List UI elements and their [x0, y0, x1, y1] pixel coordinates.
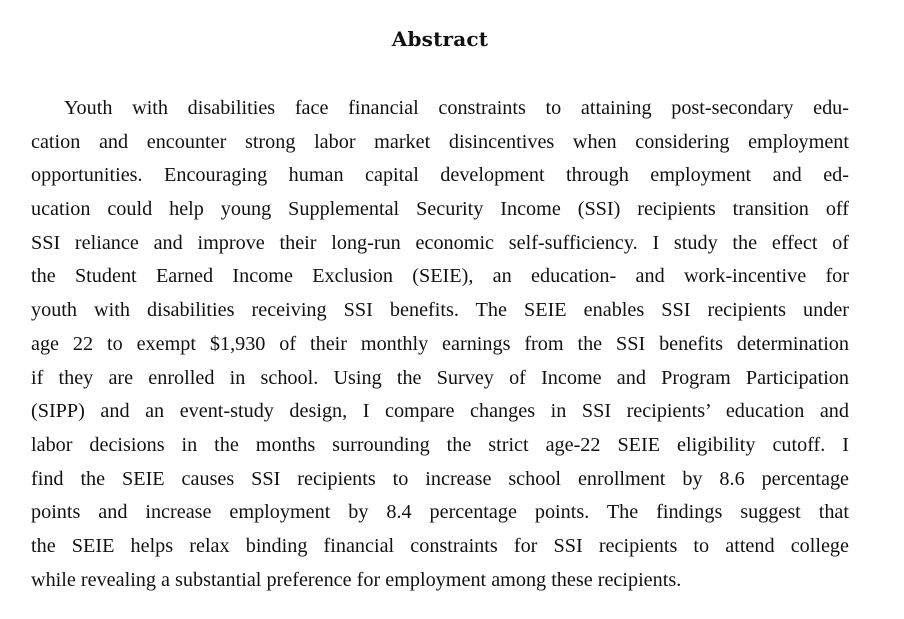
abstract-line: cation and encounter strong labor market disincentives when considering employment — [31, 130, 849, 153]
abstract-line: youth with disabilities receiving SSI benefits. The SEIE enables SSI recipients under — [31, 299, 849, 322]
abstract-line: (SIPP) and an event-study design, I compare changes in SSI recipients’ education and — [31, 400, 849, 423]
abstract-line: age 22 to exempt $1,930 of their monthly earnings from the SSI benefits determination — [31, 332, 849, 355]
abstract-line: points and increase employment by 8.4 percentage points. The findings suggest that — [31, 501, 849, 524]
abstract-line: the SEIE helps relax binding financial constraints for SSI recipients to attend college — [31, 534, 849, 557]
abstract-line: Youth with disabilities face financial constraints to attaining post-secondary edu- — [64, 97, 849, 119]
abstract-line: labor decisions in the months surrounding the strict age-22 SEIE eligibility cutoff. I — [31, 433, 849, 456]
abstract-line: the Student Earned Income Exclusion (SEIE), an education- and work-incentive for — [31, 265, 849, 288]
abstract-heading: Abstract — [391, 27, 489, 51]
abstract-line: ucation could help young Supplemental Security Income (SSI) recipients transition off — [31, 198, 849, 221]
abstract-line: find the SEIE causes SSI recipients to increase school enrollment by 8.6 percentage — [31, 467, 849, 490]
abstract-body — [31, 92, 849, 597]
abstract-line: opportunities. Encouraging human capital development through employment and ed- — [31, 164, 849, 187]
abstract-line: if they are enrolled in school. Using the Survey of Income and Program Participation — [31, 366, 849, 389]
abstract-line: while revealing a substantial preference for employment among these recipients. — [31, 568, 682, 591]
abstract-line: SSI reliance and improve their long-run economic self-sufficiency. I study the effect of — [31, 231, 849, 254]
